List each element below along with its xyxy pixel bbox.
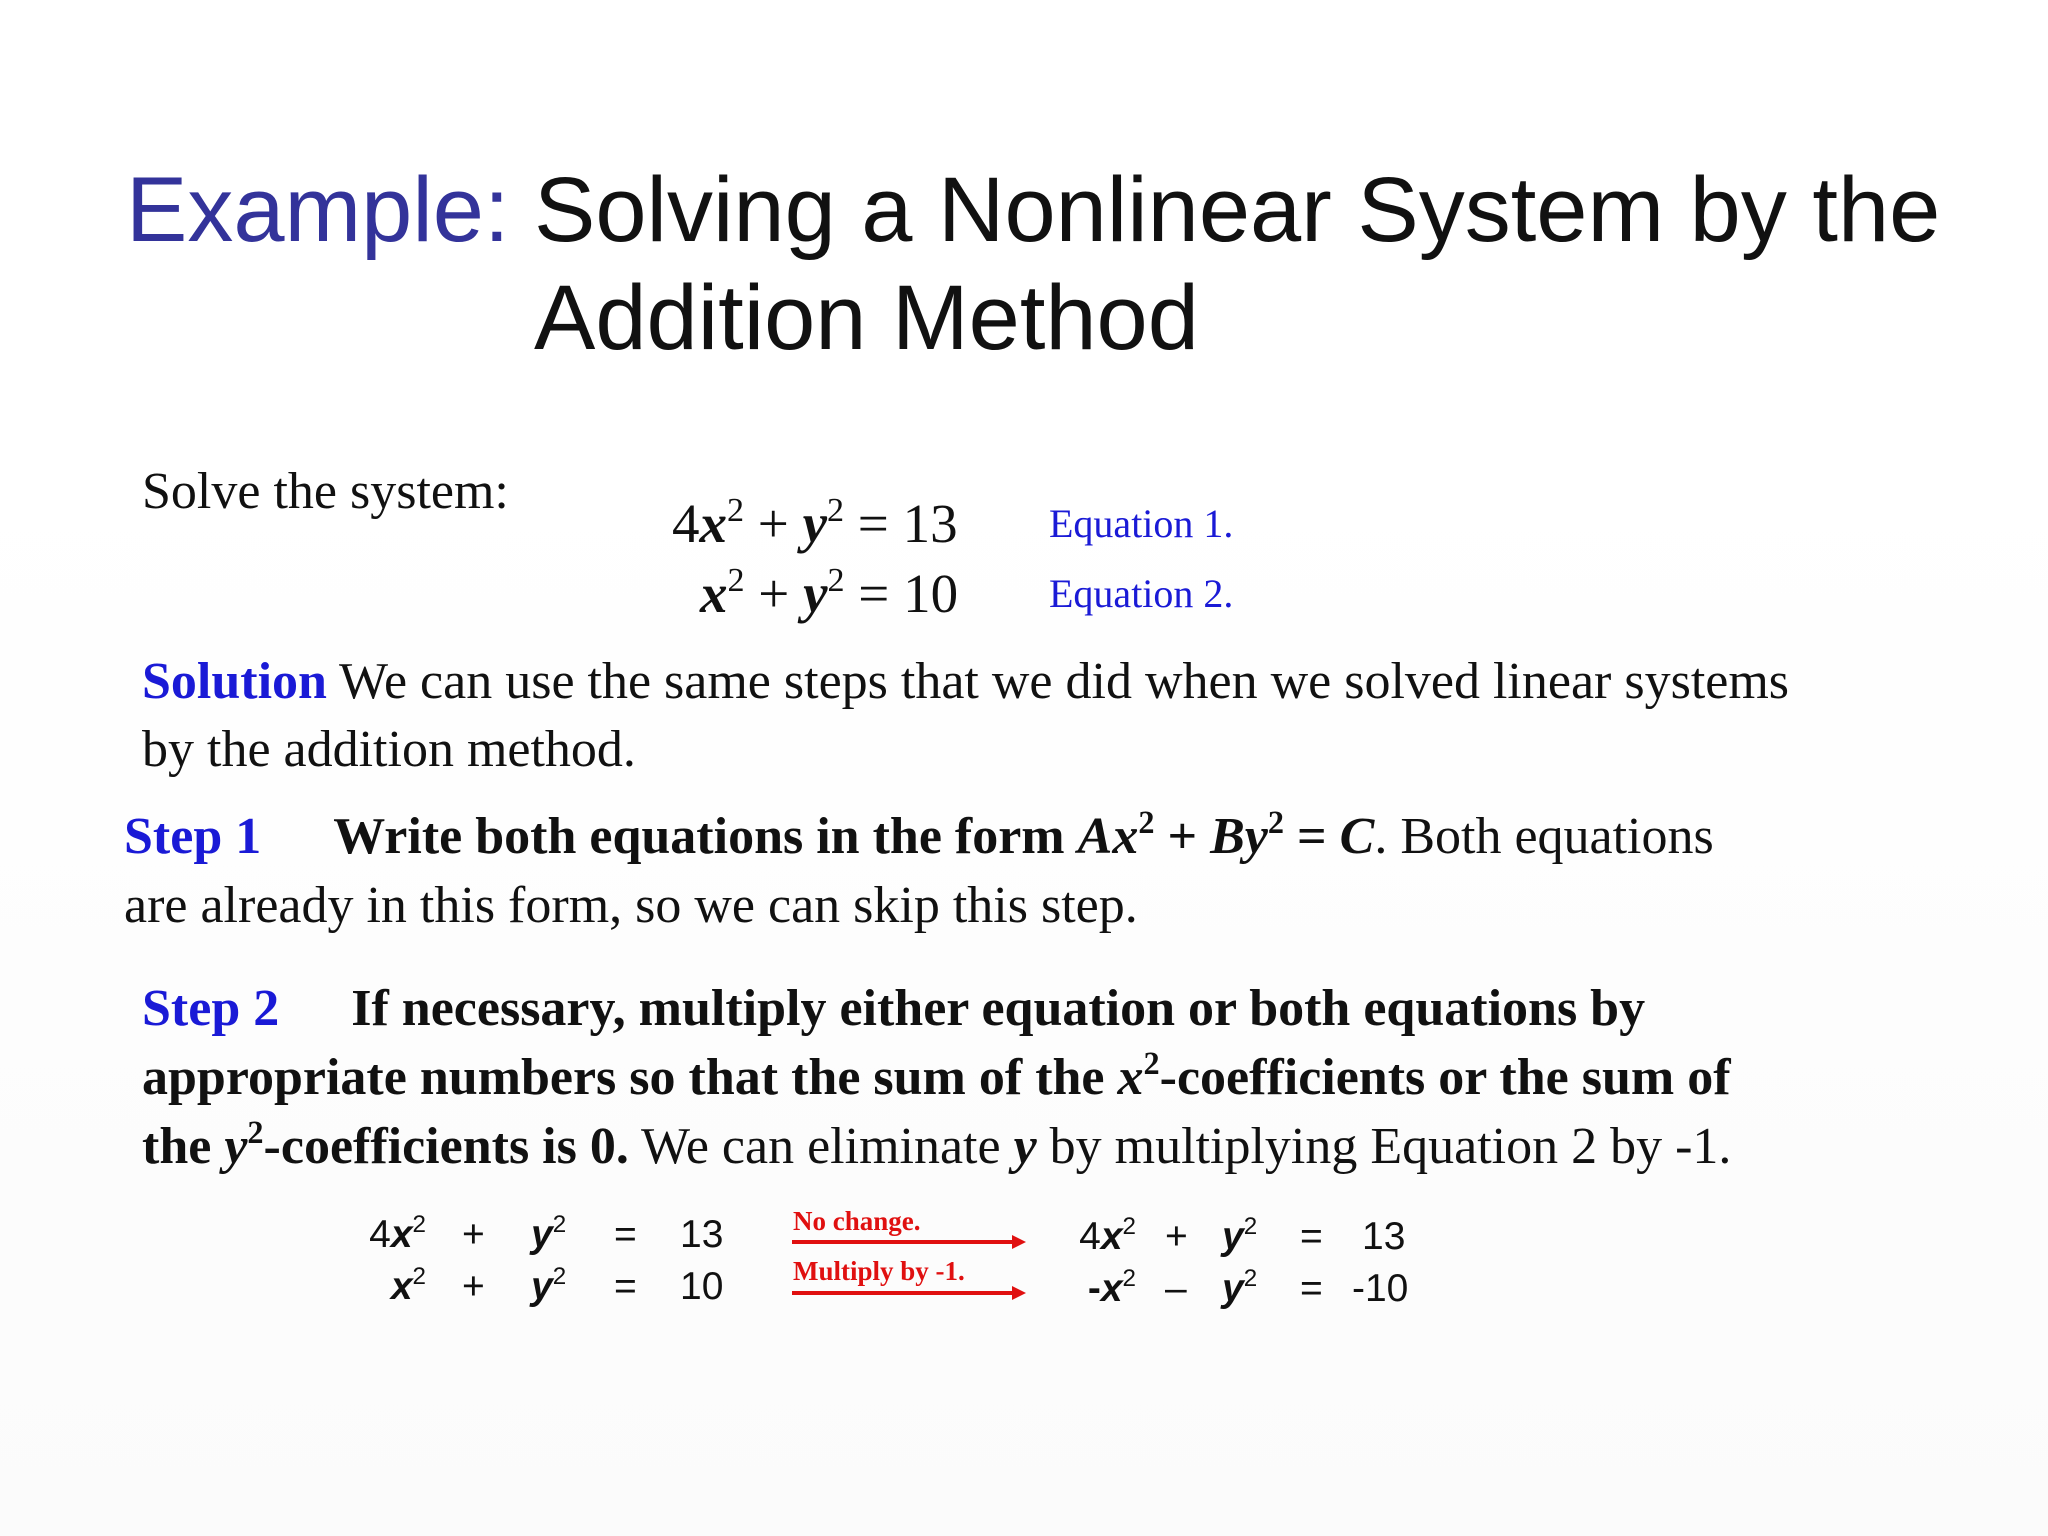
equation-1-label: Equation 1. — [1049, 501, 1234, 546]
right-row2-term1: $-x^2$ — [1087, 1264, 1136, 1310]
page-title — [126, 155, 510, 265]
right-row2-term2: $y^2$ — [1222, 1264, 1258, 1310]
left-row2-term2: $y^2$ — [531, 1262, 567, 1308]
left-row1-term2: $y^2$ — [531, 1210, 567, 1256]
equation-2-label: Equation 2. — [1049, 571, 1234, 616]
system-equation-2: $x^2 + y^2 = 10$ — [700, 561, 959, 624]
left-row1-term1: $4x^2$ — [369, 1210, 426, 1256]
title-line-1: Solving a Nonlinear System by the — [534, 159, 1941, 261]
right-row1-op: + — [1165, 1215, 1188, 1258]
title-line-2: Addition Method — [534, 267, 1199, 369]
step1-keyword: Step 1 — [124, 808, 262, 865]
solution-line-1: Solution We can use the same steps that we did when we solved linear systems — [142, 653, 1790, 710]
step2-keyword: Step 2 — [142, 980, 280, 1037]
left-row2-rhs: 10 — [680, 1265, 724, 1308]
solution-line-2: by the addition method. — [142, 721, 636, 778]
solution-keyword: Solution — [142, 653, 327, 710]
right-row1-term1: $4x^2$ — [1079, 1212, 1136, 1258]
right-row2-eq: = — [1300, 1267, 1323, 1310]
arrow-right-icon — [790, 1283, 1030, 1303]
left-row1-eq: = — [614, 1213, 637, 1256]
left-row2-op: + — [462, 1265, 485, 1308]
right-row1-term2: $y^2$ — [1222, 1212, 1258, 1258]
right-row1-eq: = — [1300, 1215, 1323, 1258]
step1-line-1: Step 1 Write both equations in the form Ax$^2$ + By$^2$ = C. Both equations — [124, 804, 1714, 865]
step2-line-2: appropriate numbers so that the sum of the $x^2$-coefficients or the sum of — [142, 1045, 1731, 1106]
system-prompt: Solve the system: — [142, 463, 509, 520]
right-row2-rhs: -10 — [1352, 1267, 1409, 1310]
step1-line-2: are already in this form, so we can skip this step. — [124, 877, 1138, 934]
left-row2-eq: = — [614, 1265, 637, 1308]
arrow-label-no-change: No change. — [793, 1206, 921, 1236]
step2-line-3: the $y^2$-coefficients is 0. We can eliminate y by multiplying Equation 2 by -1. — [142, 1114, 1732, 1175]
arrow-label-multiply: Multiply by -1. — [793, 1256, 965, 1286]
title-keyword: Example: — [126, 159, 510, 261]
left-row2-term1: $x^2$ — [390, 1262, 426, 1308]
left-row1-rhs: 13 — [680, 1213, 724, 1256]
system-equation-1: $4x^2 + y^2 = 13$ — [672, 491, 958, 554]
right-row1-rhs: 13 — [1362, 1215, 1406, 1258]
step2-line-1: Step 2 If necessary, multiply either equation or both equations by — [142, 980, 1646, 1037]
arrow-right-icon — [790, 1232, 1030, 1252]
left-row1-op: + — [462, 1213, 485, 1256]
right-row2-op: – — [1165, 1267, 1187, 1310]
